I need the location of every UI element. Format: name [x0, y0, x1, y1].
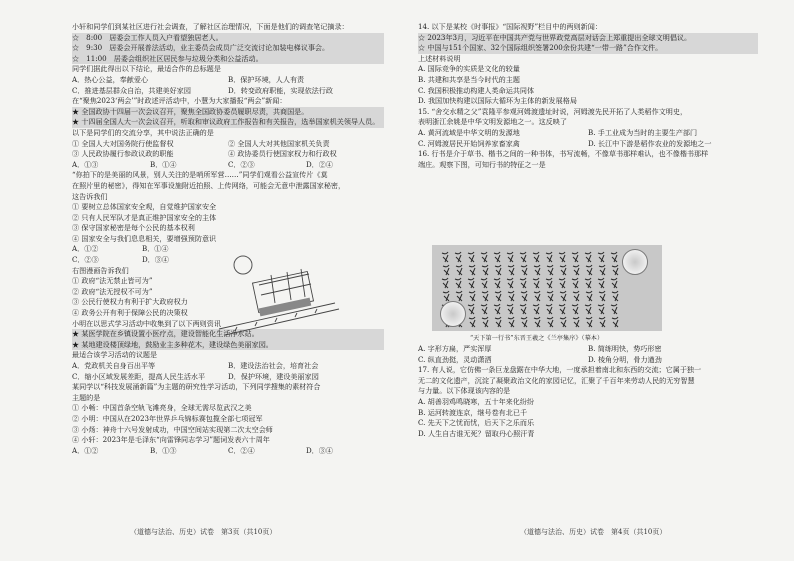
calligraphy-stroke	[598, 304, 604, 314]
material-box-line: ☆ 8:00 居委会工作人员入户看望独居老人。	[72, 33, 384, 44]
answer-option: D．③④	[306, 445, 333, 455]
calligraphy-stroke	[585, 304, 591, 314]
calligraphy-stroke	[546, 252, 552, 262]
calligraphy-stroke	[573, 265, 579, 275]
answer-option: A．党政机关自身百出平等	[72, 361, 156, 370]
answer-option: B．①③	[150, 445, 177, 455]
answer-option: ② 全国人大对其他国家机关负责	[228, 138, 330, 148]
answer-option-pair	[418, 139, 758, 150]
calligraphy-stroke	[599, 291, 605, 301]
answer-option: D．②④	[306, 159, 333, 169]
answer-option: B．建设法治社会，培育社会	[228, 361, 319, 370]
answer-option: ③ 人民政协履行参政议政的职能	[72, 149, 174, 159]
material-box-line: ☆ 9:30 居委会开展普法活动，业主委员会成员广泛交流讨论加装电梯议事会。	[72, 43, 384, 54]
answer-option-pair	[72, 75, 384, 86]
answer-option: C．推进基层群众自治，共建美好家园	[72, 85, 191, 95]
answer-option-pair	[72, 149, 384, 160]
calligraphy-stroke	[520, 304, 526, 314]
calligraphy-stroke	[507, 278, 513, 288]
answer-option: C．②③	[228, 159, 255, 169]
text-line: ③ 小炀：神舟十六号发射成功，中国空间站实现第二次太空会师	[72, 424, 273, 434]
answer-option: C．②③	[72, 255, 99, 265]
answer-option: D．转变政府职能，实现依法行政	[228, 85, 333, 95]
text-line: 最适合该学习活动的议题是	[72, 350, 158, 360]
calligraphy-stroke	[442, 278, 448, 288]
text-line: 在“聚焦2023‘两会’”时政述评活动中，小慧为大家播报“两会”新闻：	[72, 96, 287, 106]
calligraphy-stroke	[546, 304, 552, 314]
text-line: 同学们据此得出以下结论，最适合作的总标题是	[72, 64, 221, 74]
calligraphy-stroke	[507, 252, 513, 262]
calligraphy-stroke	[508, 317, 514, 327]
calligraphy-stroke	[534, 265, 540, 275]
material-box-line: ★ 某医学院在乡镇设置小医疗点，建设智能化生活净水站。	[72, 329, 384, 340]
answer-option: A．热心公益，奉献爱心	[72, 74, 149, 84]
answer-option: ④ 政协委员行使国家权力和行政权	[228, 149, 337, 159]
calligraphy-stroke	[546, 278, 552, 288]
calligraphy-stroke	[547, 291, 553, 301]
answer-option: D．③④	[142, 255, 169, 265]
calligraphy-image	[432, 245, 662, 331]
text-line: 某同学以“科技发展涌新篇”为主题的研究性学习活动，下列同学搜集的素材符合	[72, 382, 321, 392]
page-footer: （道德与法治、历史）试卷 第4页（共10页）	[520, 528, 667, 536]
text-line: ① 政府“法无禁止皆可为”	[72, 276, 153, 286]
calligraphy-stroke	[573, 317, 579, 327]
text-line: 上述材料说明	[418, 53, 461, 63]
calligraphy-stroke	[560, 317, 566, 327]
text-line: A. 胡善羽鸡鸣晓寒，五十年来化纷纷	[418, 396, 535, 406]
answer-option-pair	[72, 372, 384, 383]
calligraphy-stroke	[572, 304, 578, 314]
calligraphy-stroke	[599, 265, 605, 275]
calligraphy-stroke	[572, 278, 578, 288]
calligraphy-stroke	[612, 265, 618, 275]
text-line: 以下是同学们的交流分享，其中说法正确的是	[72, 127, 214, 137]
material-box-line: ☆ 中国与151个国家、32个国际组织签署200余份共建“一带一路”合作文件。	[418, 43, 758, 54]
calligraphy-stroke	[533, 278, 539, 288]
answer-option-pair	[418, 128, 758, 139]
calligraphy-stroke	[482, 291, 488, 301]
answer-option: D. 棱角分明，骨力遒劲	[588, 354, 662, 364]
calligraphy-stroke	[547, 317, 553, 327]
material-box-line: ★ 全国政协十四届一次会议召开，聚焦全国政协委员履职尽责，共商国是。	[72, 107, 384, 118]
material-box-line: ★ 十四届全国人大一次会议召开，听取和审议政府工作报告和有关报告，选举国家机关领导人员。	[72, 117, 384, 128]
answer-option: B．保护环境，人人有责	[228, 74, 305, 84]
text-line: C. 先天下之忧而忧，后天下之乐而乐	[418, 418, 535, 428]
calligraphy-stroke	[494, 304, 500, 314]
seal-stamp	[622, 249, 648, 275]
sun-icon	[234, 256, 252, 274]
text-line: ④ 政务公开有利于保障公民的决策权	[72, 308, 188, 318]
calligraphy-stroke	[481, 278, 487, 288]
text-line: D. 人生自古谁无死？留取丹心照汗青	[418, 428, 535, 438]
calligraphy-stroke	[442, 252, 448, 262]
text-line: 这告诉我们	[72, 191, 108, 201]
calligraphy-stroke	[559, 278, 565, 288]
calligraphy-stroke	[533, 304, 539, 314]
answer-option: A. 黄河流域是中华文明的发源地	[418, 127, 520, 137]
calligraphy-stroke	[469, 317, 475, 327]
calligraphy-stroke	[495, 265, 501, 275]
answer-option-pair	[418, 355, 758, 366]
answer-option: A．①②	[72, 445, 99, 455]
text-line: D. 我国加快构建以国际大循环为主体的新发展格局	[418, 96, 577, 106]
calligraphy-stroke	[521, 317, 527, 327]
calligraphy-stroke	[481, 252, 487, 262]
cartoon-illustration	[215, 245, 341, 337]
calligraphy-stroke	[468, 252, 474, 262]
calligraphy-stroke	[481, 304, 487, 314]
text-line: A. 国际竞争的实质是文化的较量	[418, 64, 520, 74]
answer-option: C. 纵直劲挺，灵动潇洒	[418, 354, 492, 364]
text-line: ③ 保守国家秘密是每个公民的基本权利	[72, 223, 195, 233]
calligraphy-stroke	[559, 252, 565, 262]
answer-option-pair	[72, 361, 384, 372]
text-line: 右图漫画告诉我们	[72, 265, 129, 275]
calligraphy-stroke	[468, 278, 474, 288]
calligraphy-stroke	[612, 291, 618, 301]
calligraphy-stroke	[534, 317, 540, 327]
text-line: 16. 行书是介于草书、楷书之间的一种书体，书写流畅，不像草书那样难认，也不像楷书那样	[418, 149, 709, 159]
material-box-line: ★ 某地建设楼顶绿地，鼓励业主多种花木，建设绿色美丽家园。	[72, 340, 384, 351]
text-line: ④ 国家安全与我们息息相关，要增强预防意识	[72, 233, 217, 243]
calligraphy-stroke	[534, 291, 540, 301]
calligraphy-stroke	[469, 291, 475, 301]
calligraphy-stroke	[521, 265, 527, 275]
answer-options	[72, 255, 212, 266]
answer-option: A. 字形方扁，严实浑厚	[418, 344, 492, 353]
text-line: 小明在以思式学习活动中收集到了以下两则资讯	[72, 318, 221, 328]
calligraphy-stroke	[586, 317, 592, 327]
figure-caption: “天下第一行书”东晋王羲之《兰亭集序》（摹本）	[470, 335, 604, 342]
calligraphy-stroke	[508, 291, 514, 301]
answer-option-pair	[418, 344, 758, 355]
calligraphy-stroke	[495, 317, 501, 327]
text-line: ④ 小轩：2023年是毛泽东“向雷锋同志学习”题词发表六十周年	[72, 435, 270, 445]
page-3-column	[72, 22, 384, 456]
page-4-column-continued	[418, 344, 758, 439]
text-line: ② 只有人民军队才是真正维护国家安全的主体	[72, 212, 217, 222]
calligraphy-stroke	[611, 278, 617, 288]
answer-option-pair	[72, 139, 384, 150]
answer-option: B. 简练明快，势巧形密	[588, 344, 662, 353]
answer-option: D. 长江中下游是稻作农业的发源地之一	[588, 138, 712, 148]
text-line: B. 共建和共享是当今时代的主题	[418, 74, 520, 84]
page-footer: （道德与法治、历史）试卷 第3页（共10页）	[130, 528, 277, 536]
calligraphy-stroke	[508, 265, 514, 275]
calligraphy-stroke	[586, 265, 592, 275]
text-line: 表明浙江余姚是中华文明发源地之一。这反映了	[418, 117, 567, 127]
answer-options	[72, 446, 384, 457]
calligraphy-stroke	[612, 317, 618, 327]
text-line: B. 运河转渡连京，继号卷有北已千	[418, 407, 528, 417]
calligraphy-stroke	[611, 304, 617, 314]
answer-option-pair	[72, 86, 384, 97]
answer-option: C．缩小区域发展差距，提高人民生活水平	[72, 371, 206, 381]
calligraphy-stroke	[443, 291, 449, 301]
text-line: C. 我国积极推动构建人类命运共同体	[418, 85, 535, 95]
calligraphy-stroke	[611, 252, 617, 262]
answer-option: C. 河姆渡居民开始饲养家畜家禽	[418, 138, 520, 148]
answer-options	[72, 160, 384, 171]
text-line: ② 政府“法无授权不可为”	[72, 286, 153, 296]
text-line: 与力量。以下体现该内容的是	[418, 386, 511, 396]
calligraphy-stroke	[469, 265, 475, 275]
calligraphy-stroke	[520, 252, 526, 262]
text-line: 主题的是	[72, 392, 101, 402]
calligraphy-stroke	[573, 291, 579, 301]
calligraphy-stroke	[586, 291, 592, 301]
calligraphy-stroke	[599, 317, 605, 327]
text-line: 在照片里的秘密》，得知在军事设施附近拍照、上传网络，可能会无意中泄露国家秘密，	[72, 180, 346, 190]
calligraphy-stroke	[443, 265, 449, 275]
answer-options	[72, 244, 212, 255]
calligraphy-stroke	[547, 265, 553, 275]
answer-option: B．①④	[142, 244, 169, 254]
calligraphy-stroke	[533, 252, 539, 262]
answer-option: A．①③	[72, 159, 99, 169]
text-line: 无二的文化遗产，沉淀了凝聚政治文化的家园记忆，汇聚了千百年来劳动人民的无穷智慧	[418, 375, 695, 385]
answer-option: C．②④	[228, 445, 255, 455]
calligraphy-stroke	[455, 278, 461, 288]
calligraphy-stroke	[456, 291, 462, 301]
calligraphy-stroke	[598, 252, 604, 262]
answer-option: D．保护环境，建设美丽家园	[228, 371, 319, 381]
text-line: 15. “舍交水精之父”袁隆平参观河姆渡遗址时说，河姆渡先民开拓了人类稻作文明史，	[418, 106, 688, 116]
page-4-column	[418, 22, 758, 170]
calligraphy-stroke	[585, 278, 591, 288]
calligraphy-stroke	[482, 317, 488, 327]
text-line: ① 要树立总体国家安全观，自觉维护国家安全	[72, 202, 217, 212]
calligraphy-stroke	[585, 252, 591, 262]
calligraphy-stroke	[494, 278, 500, 288]
seal-stamp	[440, 301, 466, 327]
calligraphy-stroke	[520, 278, 526, 288]
calligraphy-stroke	[456, 265, 462, 275]
material-box-line: ☆ 11:00 居委会组织社区居民参与垃圾分类和公益活动。	[72, 54, 384, 65]
answer-option: B. 手工业成为当时的主要生产部门	[588, 127, 698, 137]
calligraphy-stroke	[494, 252, 500, 262]
text-line: “你拍下的是美丽的风景，别人关注的是哨所军营……”同学们观看公益宣传片《莫	[72, 170, 328, 180]
text-line: 小轩和同学们到某社区进行社会调查，了解社区治理情况，下面是他们的调查笔记摘录：	[72, 22, 349, 31]
calligraphy-stroke	[560, 265, 566, 275]
calligraphy-stroke	[482, 265, 488, 275]
calligraphy-stroke	[560, 291, 566, 301]
calligraphy-stroke	[455, 252, 461, 262]
text-line: 14. 以下是某校《时事报》“国际视野”栏目中的两则新闻：	[418, 22, 602, 31]
text-line: 17. 有人说，它仿佛一条巨龙盘踞在中华大地，一度承担着南北和东西的交流；它属于独一	[418, 365, 702, 375]
calligraphy-stroke	[507, 304, 513, 314]
calligraphy-stroke	[495, 291, 501, 301]
calligraphy-stroke	[572, 252, 578, 262]
answer-option: B．①④	[150, 159, 177, 169]
calligraphy-stroke	[521, 291, 527, 301]
answer-option: A．①②	[72, 244, 99, 254]
text-line: ① 小畅：中国首条空轨飞滩亮身，全球无需尽览武汉之美	[72, 403, 252, 413]
answer-option: ① 全国人大对国务院行使监督权	[72, 138, 174, 148]
text-line: ② 小明：中国从在2023年世界乒乓锦标赛包揽全部七项冠军	[72, 413, 263, 423]
text-line: 端庄。观察下图，可知行书的特征之一是	[418, 159, 546, 169]
material-box-line: ☆ 2023年3月，习近平在中国共产党与世界政党高层对话会上郑重提出全球文明倡议。	[418, 33, 758, 44]
calligraphy-stroke	[468, 304, 474, 314]
calligraphy-stroke	[598, 278, 604, 288]
text-line: ③ 公民行使权力有利于扩大政府权力	[72, 297, 188, 307]
calligraphy-stroke	[559, 304, 565, 314]
